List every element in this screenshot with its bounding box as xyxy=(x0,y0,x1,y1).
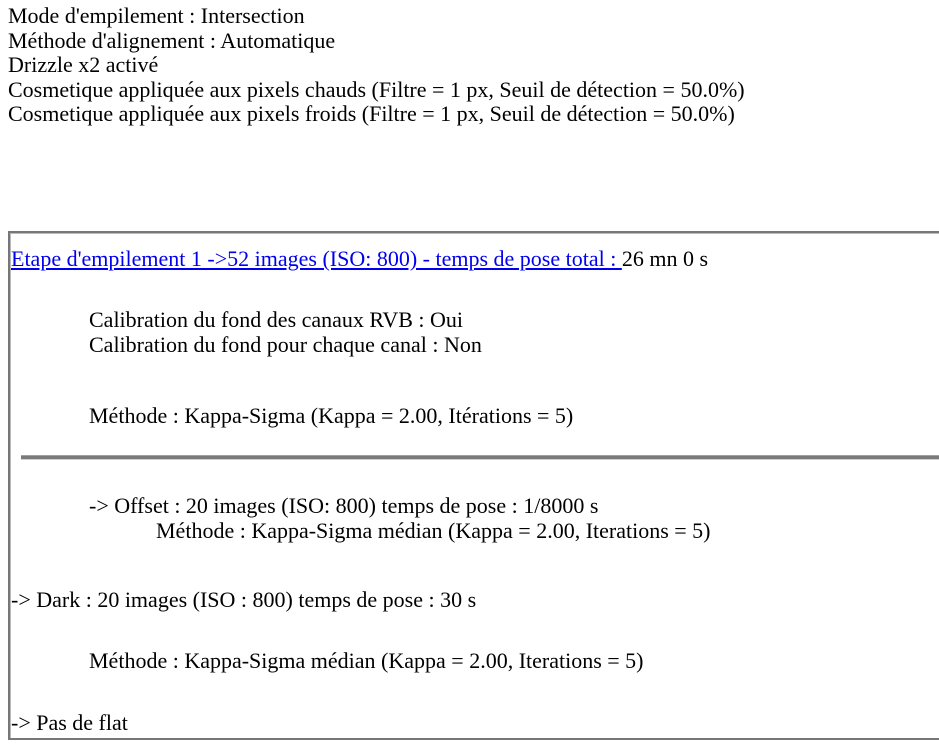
hot-pixels-cosmetic-line: Cosmetique appliquée aux pixels chauds (Filtre = 1 px, Seuil de détection = 50.0%) xyxy=(8,76,745,102)
dark-summary: -> Dark : 20 images (ISO : 800) temps de pose : 30 s xyxy=(11,587,477,612)
cold-pixels-cosmetic-line: Cosmetique appliquée aux pixels froids (Filtre = 1 px, Seuil de détection = 50.0%) xyxy=(8,101,735,126)
stacking-mode-line: Mode d'empilement : Intersection xyxy=(8,3,305,28)
stage-method: Méthode : Kappa-Sigma (Kappa = 2.00, Itérations = 5) xyxy=(89,403,574,428)
total-exposure-value: 26 mn 0 s xyxy=(621,246,709,271)
stage-link[interactable]: Etape d'empilement 1 ->52 images (ISO: 800) - temps de pose total : xyxy=(11,246,622,271)
alignment-method-line: Méthode d'alignement : Automatique xyxy=(8,27,336,53)
per-channel-background-calibration: Calibration du fond pour chaque canal : Non xyxy=(89,332,482,357)
offset-method: Méthode : Kappa-Sigma médian (Kappa = 2.00, Iterations = 5) xyxy=(156,518,711,543)
stacking-step-box xyxy=(8,231,939,740)
stacking-settings-header xyxy=(8,4,745,127)
stage-title xyxy=(11,247,708,271)
section-divider xyxy=(21,455,939,460)
flat-summary: -> Pas de flat xyxy=(11,710,128,735)
dark-method: Méthode : Kappa-Sigma médian (Kappa = 2.00, Iterations = 5) xyxy=(89,648,644,673)
drizzle-line: Drizzle x2 activé xyxy=(8,52,159,77)
rgb-background-calibration: Calibration du fond des canaux RVB : Oui xyxy=(89,307,464,332)
offset-summary: -> Offset : 20 images (ISO: 800) temps de pose : 1/8000 s xyxy=(89,493,599,518)
